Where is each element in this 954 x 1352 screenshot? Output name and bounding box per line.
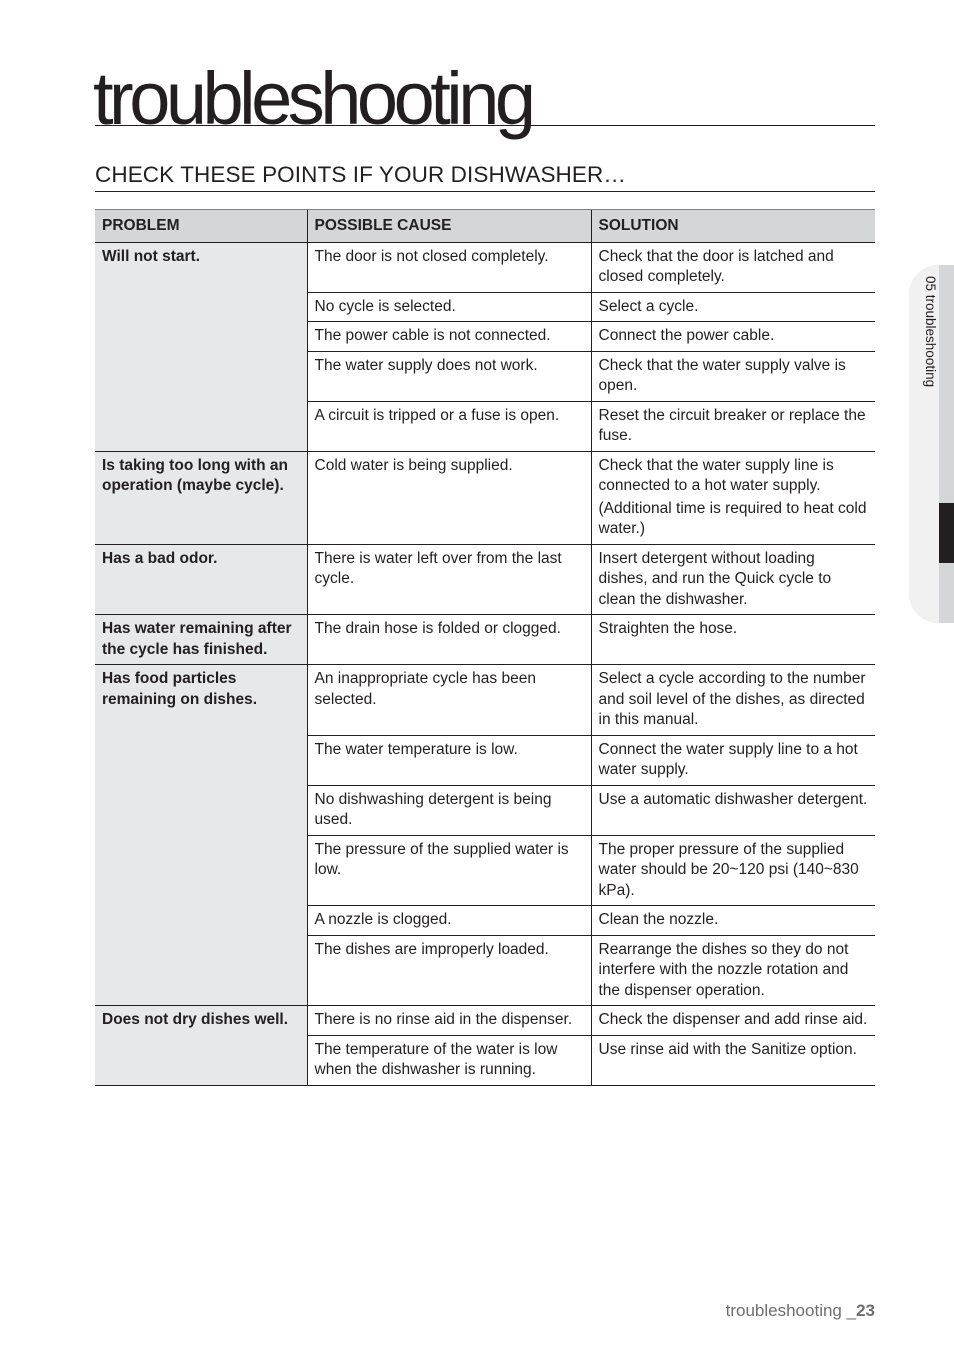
solution-cell xyxy=(591,906,875,936)
table-row xyxy=(95,615,875,665)
solution-text: Check that the water supply valve is open. xyxy=(598,356,846,394)
solution-text: Connect the power cable. xyxy=(598,327,775,344)
table-row xyxy=(95,1006,875,1036)
cause-cell: The water temperature is low. xyxy=(307,735,591,785)
solution-text: Straighten the hose. xyxy=(598,620,738,637)
page-footer xyxy=(726,1301,875,1321)
cause-cell: A nozzle is clogged. xyxy=(307,906,591,936)
table-row xyxy=(95,665,875,736)
solution-cell xyxy=(591,785,875,835)
title-underline xyxy=(95,125,875,126)
solution-cell xyxy=(591,401,875,451)
solution-cell xyxy=(591,242,875,292)
solution-text: Insert detergent without loading dishes, and run the Quick cycle to clean the dishwasher. xyxy=(598,549,832,608)
cause-cell: The water supply does not work. xyxy=(307,351,591,401)
cause-cell: The door is not closed completely. xyxy=(307,242,591,292)
table-row xyxy=(95,544,875,615)
solution-text: Use rinse aid with the Sanitize option. xyxy=(598,1040,857,1058)
table-body xyxy=(95,242,875,1085)
table-header-row xyxy=(95,210,875,243)
solution-cell xyxy=(591,292,875,322)
cause-cell: The temperature of the water is low when the dishwasher is running. xyxy=(307,1035,591,1085)
footer-separator: _ xyxy=(841,1301,857,1320)
solution-cell xyxy=(591,735,875,785)
cause-cell: The dishes are improperly loaded. xyxy=(307,935,591,1006)
cause-cell: The power cable is not connected. xyxy=(307,322,591,352)
solution-cell xyxy=(591,615,875,665)
cause-cell: There is no rinse aid in the dispenser. xyxy=(307,1006,591,1036)
solution-cell xyxy=(591,935,875,1006)
solution-text: Check that the door is latched and closed completely. xyxy=(598,247,834,285)
cause-cell: No cycle is selected. xyxy=(307,292,591,322)
problem-cell: Has water remaining after the cycle has finished. xyxy=(95,615,307,665)
solution-text: Clean the nozzle. xyxy=(598,911,719,928)
problem-cell: Does not dry dishes well. xyxy=(95,1006,307,1086)
problem-cell: Has food particles remaining on dishes. xyxy=(95,665,307,1006)
cause-cell: A circuit is tripped or a fuse is open. xyxy=(307,401,591,451)
solution-note: (Additional time is required to heat cold water.) xyxy=(598,499,867,537)
header-solution: SOLUTION xyxy=(591,210,875,243)
header-possible-cause: POSSIBLE CAUSE xyxy=(307,210,591,243)
solution-text: Select a cycle according to the number and soil level of the dishes, as directed in this manual. xyxy=(598,670,866,728)
cause-cell: The pressure of the supplied water is low. xyxy=(307,835,591,906)
solution-cell xyxy=(591,1035,875,1085)
solution-text: Check the dispenser and add rinse aid. xyxy=(598,1011,868,1028)
solution-text: Check that the water supply line is connected to a hot water supply. xyxy=(598,456,834,494)
header-problem: PROBLEM xyxy=(95,210,307,243)
solution-cell xyxy=(591,665,875,736)
solution-text: Select a cycle. xyxy=(598,297,699,315)
section-underline xyxy=(95,191,875,192)
cause-cell: Cold water is being supplied. xyxy=(307,451,591,544)
solution-cell xyxy=(591,835,875,906)
footer-label: troubleshooting xyxy=(725,1301,842,1320)
solution-cell xyxy=(591,351,875,401)
solution-cell xyxy=(591,1006,875,1036)
solution-cell xyxy=(591,322,875,352)
solution-text: Reset the circuit breaker or replace the fuse. xyxy=(598,406,866,444)
problem-cell: Has a bad odor. xyxy=(95,544,307,615)
table-row xyxy=(95,451,875,544)
solution-text: Connect the water supply line to a hot water supply. xyxy=(598,740,858,778)
page-title: troubleshooting xyxy=(93,57,532,140)
troubleshooting-table xyxy=(95,209,875,1086)
solution-text: The proper pressure of the supplied water should be 20~120 psi (140~830 kPa). xyxy=(598,840,859,899)
table-row xyxy=(95,242,875,292)
chapter-marker xyxy=(939,503,954,563)
problem-cell: Will not start. xyxy=(95,242,307,451)
chapter-side-label: 05 troubleshooting xyxy=(923,276,938,388)
cause-cell: There is water left over from the last cycle. xyxy=(307,544,591,615)
solution-text: Use a automatic dishwasher detergent. xyxy=(598,790,868,808)
section-heading: CHECK THESE POINTS IF YOUR DISHWASHER… xyxy=(95,162,626,187)
cause-cell: No dishwashing detergent is being used. xyxy=(307,785,591,835)
problem-cell: Is taking too long with an operation (maybe cycle). xyxy=(95,451,307,544)
solution-cell xyxy=(591,451,875,544)
page-number: 23 xyxy=(856,1301,875,1320)
cause-cell: An inappropriate cycle has been selected. xyxy=(307,665,591,736)
solution-cell xyxy=(591,544,875,615)
cause-cell: The drain hose is folded or clogged. xyxy=(307,615,591,665)
solution-text: Rearrange the dishes so they do not interfere with the nozzle rotation and the dispenser operation. xyxy=(598,940,849,999)
